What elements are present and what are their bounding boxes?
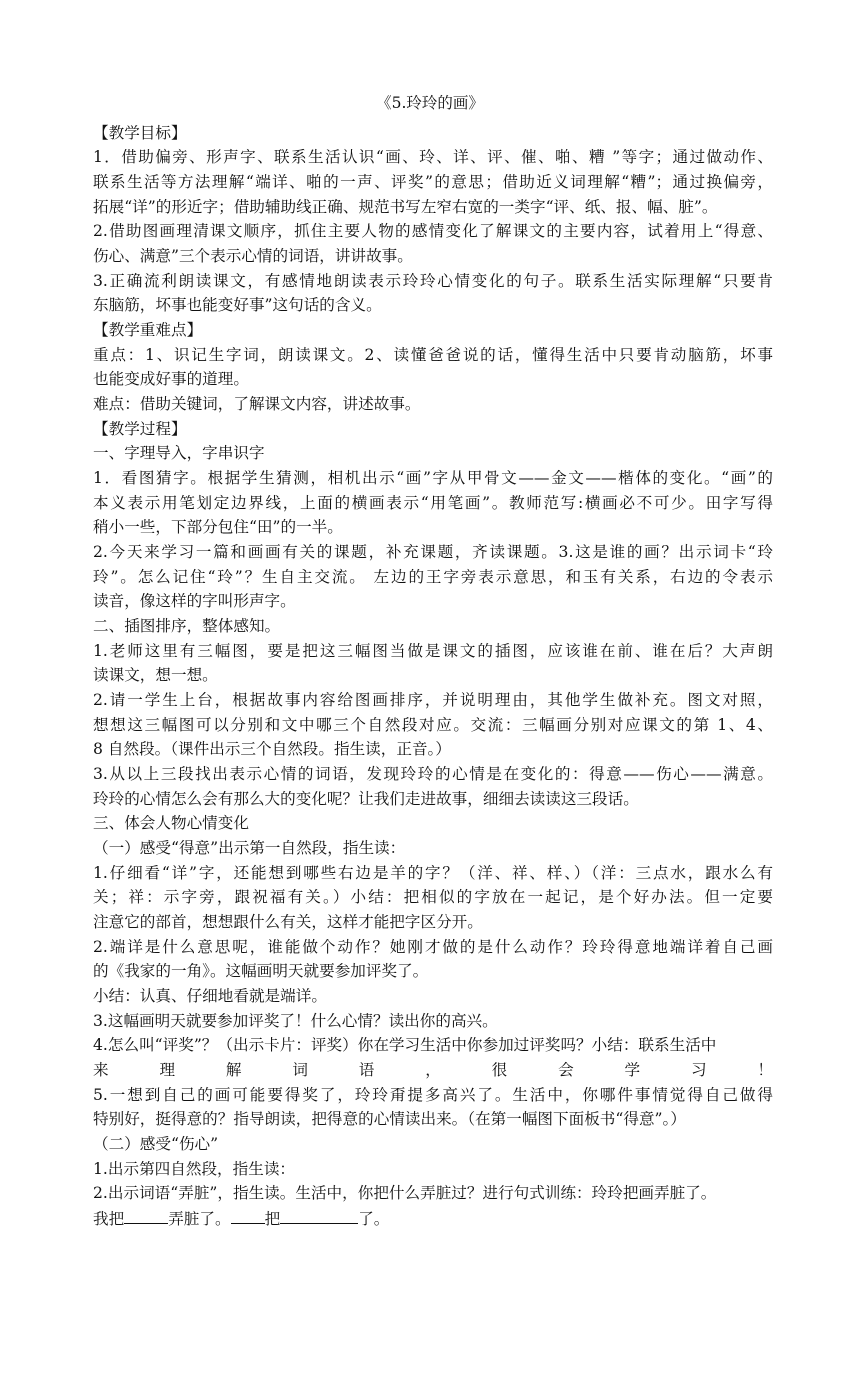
document-line: 8 自然段。（课件出示三个自然段。指生读，正音。）: [93, 740, 451, 759]
document-line: 关；祥：示字旁，跟祝福有关。）小结：把相似的字放在一起记，是个好办法。但一定要: [93, 888, 773, 907]
document-line: 特别好，挺得意的？指导朗读，把得意的心情读出来。（在第一幅图下面板书“得意”。）: [93, 1110, 686, 1129]
document-line: 2.今天来学习一篇和画画有关的课题，补充课题，齐读课题。3.这是谁的画？出示词卡“玲: [93, 542, 773, 561]
document-line: 来理解词语，很会学习！: [93, 1060, 773, 1079]
document-line: 【教学过程】: [93, 419, 187, 438]
document-line: 拓展“详”的形近字；借助辅助线正确、规范书写左窄右宽的一类字“评、纸、报、幅、脏”。: [93, 197, 718, 216]
fill-blank-1: [124, 1208, 168, 1224]
fill-blank-2: [231, 1208, 265, 1224]
document-line: 1．借助偏旁、形声字、联系生活认识“画、玲、详、评、催、啪、糟 ”等字；通过做动作、: [93, 148, 773, 167]
final-line-text-1: 我把: [93, 1209, 125, 1228]
document-line: 东脑筋，坏事也能变好事”这句话的含义。: [93, 296, 382, 315]
document-line: 1．看图猜字。根据学生猜测，相机出示“画”字从甲骨文——金文——楷体的变化。“画”的: [93, 468, 773, 487]
document-line: 难点：借助关键词，了解课文内容，讲述故事。: [93, 394, 421, 413]
document-line: 重点：1、识记生字词，朗读课文。2、读懂爸爸说的话，懂得生活中只要肯动脑筋，坏事: [93, 345, 773, 364]
document-line: 读课文，想一想。: [93, 666, 218, 685]
document-line: 本义表示用笔划定边界线，上面的横画表示“用笔画”。教师范写:横画必不可少。田字写得: [93, 493, 773, 512]
document-line-final: [93, 1208, 773, 1229]
document-line: 伤心、满意”三个表示心情的词语，讲讲故事。: [93, 246, 413, 265]
document-line: 2.请一学生上台，根据故事内容给图画排序，并说明理由，其他学生做补充。图文对照，: [93, 690, 773, 709]
document-line: 二、插图排序，整体感知。: [93, 616, 281, 635]
document-line: 的《我家的一角》。这幅画明天就要参加评奖了。: [93, 962, 429, 981]
final-line-text-4: 了。: [358, 1209, 390, 1228]
final-line-text-2: 弄脏了。: [168, 1209, 231, 1228]
document-line: 2.出示词语“弄脏”，指生读。生活中，你把什么弄脏过？进行句式训练：玲玲把画弄脏了。: [93, 1184, 717, 1203]
document-line: 稍小一些，下部分包住“田”的一半。: [93, 518, 343, 537]
document-line: （二）感受“伤心”: [93, 1134, 219, 1153]
document-line: 【教学重难点】: [93, 320, 203, 339]
document-line: 【教学目标】: [93, 123, 187, 142]
final-line-text-3: 把: [264, 1209, 281, 1228]
fill-blank-3: [280, 1208, 358, 1224]
document-line: 3.这幅画明天就要参加评奖了！什么心情？读出你的高兴。: [93, 1011, 498, 1030]
document-line: 1.出示第四自然段，指生读：: [93, 1159, 296, 1178]
document-line: （一）感受“得意”出示第一自然段，指生读：: [93, 838, 406, 857]
document-line: 2.端详是什么意思呢，谁能做个动作？她刚才做的是什么动作？玲玲得意地端详着自己画: [93, 937, 773, 956]
document-line: 一、字理导入，字串识字: [93, 444, 265, 463]
document-line: 读音，像这样的字叫形声字。: [93, 592, 296, 611]
document-line: 玲”。怎么记住“玲”？生自主交流。 左边的王字旁表示意思，和玉有关系，右边的令表示: [93, 567, 773, 586]
document-title: 《5.玲玲的画》: [376, 94, 484, 112]
document-line: 2.借助图画理清课文顺序，抓住主要人物的感情变化了解课文的主要内容，试着用上“得意、: [93, 222, 773, 241]
document-line: 1.老师这里有三幅图，要是把这三幅图当做是课文的插图，应该谁在前、谁在后？大声朗: [93, 641, 773, 660]
document-line: 小结：认真、仔细地看就是端详。: [93, 986, 327, 1005]
document-line: 联系生活等方法理解“端详、啪的一声、评奖”的意思；借助近义词理解“糟”；通过换偏旁，: [93, 172, 773, 191]
document-line: 5.一想到自己的画可能要得奖了，玲玲甭提多高兴了。生活中，你哪件事情觉得自己做得: [93, 1085, 773, 1104]
document-line: 4.怎么叫“评奖”？（出示卡片：评奖）你在学习生活中你参加过评奖吗？小结：联系生活中: [93, 1036, 717, 1055]
document-line: 玲玲的心情怎么会有那么大的变化呢？让我们走进故事，细细去读读这三段话。: [93, 789, 639, 808]
document-line: 1.仔细看“详”字，还能想到哪些右边是羊的字？（洋、祥、样、）（洋：三点水，跟水么有: [93, 863, 773, 882]
document-line: 注意它的部首，想想跟什么有关，这样才能把字区分开。: [93, 912, 483, 931]
document-line: 3.正确流利朗读课文，有感情地朗读表示玲玲心情变化的句子。联系生活实际理解“只要肯: [93, 271, 773, 290]
document-line: 三、体会人物心情变化: [93, 814, 249, 833]
document-line: 3.从以上三段找出表示心情的词语，发现玲玲的心情是在变化的：得意——伤心——满意。: [93, 764, 773, 783]
document-line: 想想这三幅图可以分别和文中哪三个自然段对应。交流：三幅画分别对应课文的第 1、4、: [93, 715, 773, 734]
document-line: 也能变成好事的道理。: [93, 370, 249, 389]
